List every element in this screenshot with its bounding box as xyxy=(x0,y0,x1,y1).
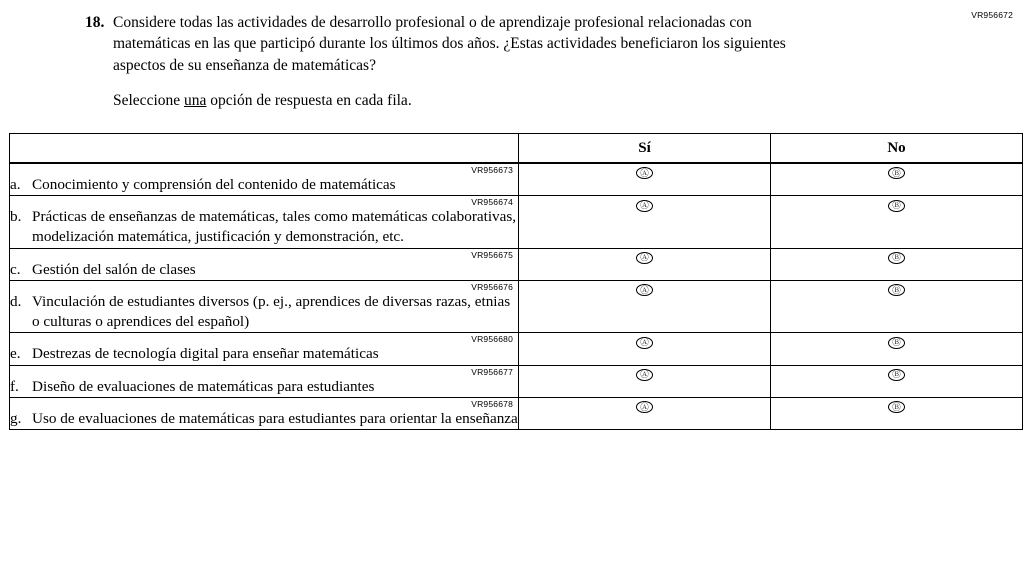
item-letter: b. xyxy=(10,208,22,226)
table-row xyxy=(10,397,1023,429)
option-c-yes[interactable] xyxy=(519,248,771,280)
table-row xyxy=(10,333,1023,365)
table-row xyxy=(10,365,1023,397)
bubble-letter: Ⓐ xyxy=(640,401,649,412)
option-g-yes[interactable] xyxy=(519,397,771,429)
row-item-c xyxy=(10,248,519,280)
bubble-letter: Ⓐ xyxy=(640,167,649,178)
item-code: VR956678 xyxy=(471,398,513,409)
item-label: Uso de evaluaciones de matemáticas para estudiantes para orientar la enseñanza xyxy=(32,409,518,427)
radio-bubble-yes[interactable] xyxy=(636,252,653,264)
row-item-a xyxy=(10,163,519,196)
option-f-no[interactable] xyxy=(771,365,1023,397)
option-e-no[interactable] xyxy=(771,333,1023,365)
item-letter: d. xyxy=(10,292,22,310)
item-code: VR956680 xyxy=(471,334,513,345)
radio-bubble-no[interactable] xyxy=(888,369,905,381)
radio-bubble-yes[interactable] xyxy=(636,167,653,179)
bubble-letter: Ⓐ xyxy=(640,369,649,380)
bubble-letter: Ⓑ xyxy=(892,284,901,295)
row-item-e xyxy=(10,333,519,365)
table-row xyxy=(10,248,1023,280)
item-code: VR956676 xyxy=(471,281,513,292)
bubble-letter: Ⓑ xyxy=(892,369,901,380)
item-letter: a. xyxy=(10,176,21,193)
instruction-part-2: opción de respuesta en cada fila. xyxy=(206,92,412,109)
radio-bubble-no[interactable] xyxy=(888,252,905,264)
item-code: VR956675 xyxy=(471,249,513,260)
item-label: Destrezas de tecnología digital para enseñar matemáticas xyxy=(32,345,379,363)
instruction-part-1: Seleccione xyxy=(113,92,185,109)
row-item-g xyxy=(10,397,519,429)
bubble-letter: Ⓑ xyxy=(892,167,901,178)
item-label: Conocimiento y comprensión del contenido de matemáticas xyxy=(32,176,396,193)
bubble-letter: Ⓑ xyxy=(892,337,901,348)
radio-bubble-yes[interactable] xyxy=(636,369,653,381)
item-letter: e. xyxy=(10,345,21,363)
row-item-d xyxy=(10,280,519,332)
option-g-no[interactable] xyxy=(771,397,1023,429)
option-e-yes[interactable] xyxy=(519,333,771,365)
option-f-yes[interactable] xyxy=(519,365,771,397)
radio-bubble-yes[interactable] xyxy=(636,337,653,349)
question-block xyxy=(85,12,805,76)
bubble-letter: Ⓐ xyxy=(640,200,649,211)
item-label: Diseño de evaluaciones de matemáticas para estudiantes xyxy=(32,377,375,395)
bubble-letter: Ⓑ xyxy=(892,252,901,263)
bubble-letter: Ⓐ xyxy=(640,284,649,295)
item-letter: g. xyxy=(10,409,22,427)
item-letter: f. xyxy=(10,377,19,395)
row-item-b xyxy=(10,196,519,248)
row-item-f xyxy=(10,365,519,397)
question-instruction xyxy=(113,90,412,111)
response-grid xyxy=(9,133,1023,430)
question-text: Considere todas las actividades de desarrollo profesional o de aprendizaje profesional relacionadas con matemáticas en las que participó durante los últimos dos años. ¿Estas actividades beneficiaron los siguientes aspectos de su enseñanza de matemáticas? xyxy=(113,14,786,74)
grid-header-yes: Sí xyxy=(519,134,771,164)
radio-bubble-no[interactable] xyxy=(888,401,905,413)
option-a-yes[interactable] xyxy=(519,163,771,196)
item-label: Vinculación de estudiantes diversos (p. ej., aprendices de diversas razas, etnias o culturas o aprendices del español) xyxy=(32,292,511,331)
radio-bubble-yes[interactable] xyxy=(636,284,653,296)
grid-header xyxy=(10,134,1023,164)
option-d-yes[interactable] xyxy=(519,280,771,332)
radio-bubble-no[interactable] xyxy=(888,337,905,349)
option-a-no[interactable] xyxy=(771,163,1023,196)
table-row xyxy=(10,280,1023,332)
option-c-no[interactable] xyxy=(771,248,1023,280)
bubble-letter: Ⓐ xyxy=(640,252,649,263)
item-label: Prácticas de enseñanzas de matemáticas, tales como matemáticas colaborativas, modelización matemática, justificación y demonstración, etc. xyxy=(32,208,517,246)
option-b-no[interactable] xyxy=(771,196,1023,248)
radio-bubble-no[interactable] xyxy=(888,200,905,212)
table-row xyxy=(10,196,1023,248)
radio-bubble-no[interactable] xyxy=(888,167,905,179)
instruction-emphasis: una xyxy=(184,92,207,109)
page-code: VR956672 xyxy=(971,10,1013,20)
bubble-letter: Ⓑ xyxy=(892,401,901,412)
question-number: 18. xyxy=(85,14,105,31)
grid-body xyxy=(10,163,1023,429)
radio-bubble-yes[interactable] xyxy=(636,200,653,212)
item-code: VR956677 xyxy=(471,366,513,377)
table-row xyxy=(10,163,1023,196)
item-code: VR956674 xyxy=(471,197,513,208)
option-d-no[interactable] xyxy=(771,280,1023,332)
bubble-letter: Ⓐ xyxy=(640,337,649,348)
radio-bubble-no[interactable] xyxy=(888,284,905,296)
grid-header-no: No xyxy=(771,134,1023,164)
bubble-letter: Ⓑ xyxy=(892,200,901,211)
item-code: VR956673 xyxy=(471,165,513,175)
item-label: Gestión del salón de clases xyxy=(32,260,196,278)
option-b-yes[interactable] xyxy=(519,196,771,248)
item-letter: c. xyxy=(10,260,21,278)
grid-header-item xyxy=(10,134,519,164)
radio-bubble-yes[interactable] xyxy=(636,401,653,413)
